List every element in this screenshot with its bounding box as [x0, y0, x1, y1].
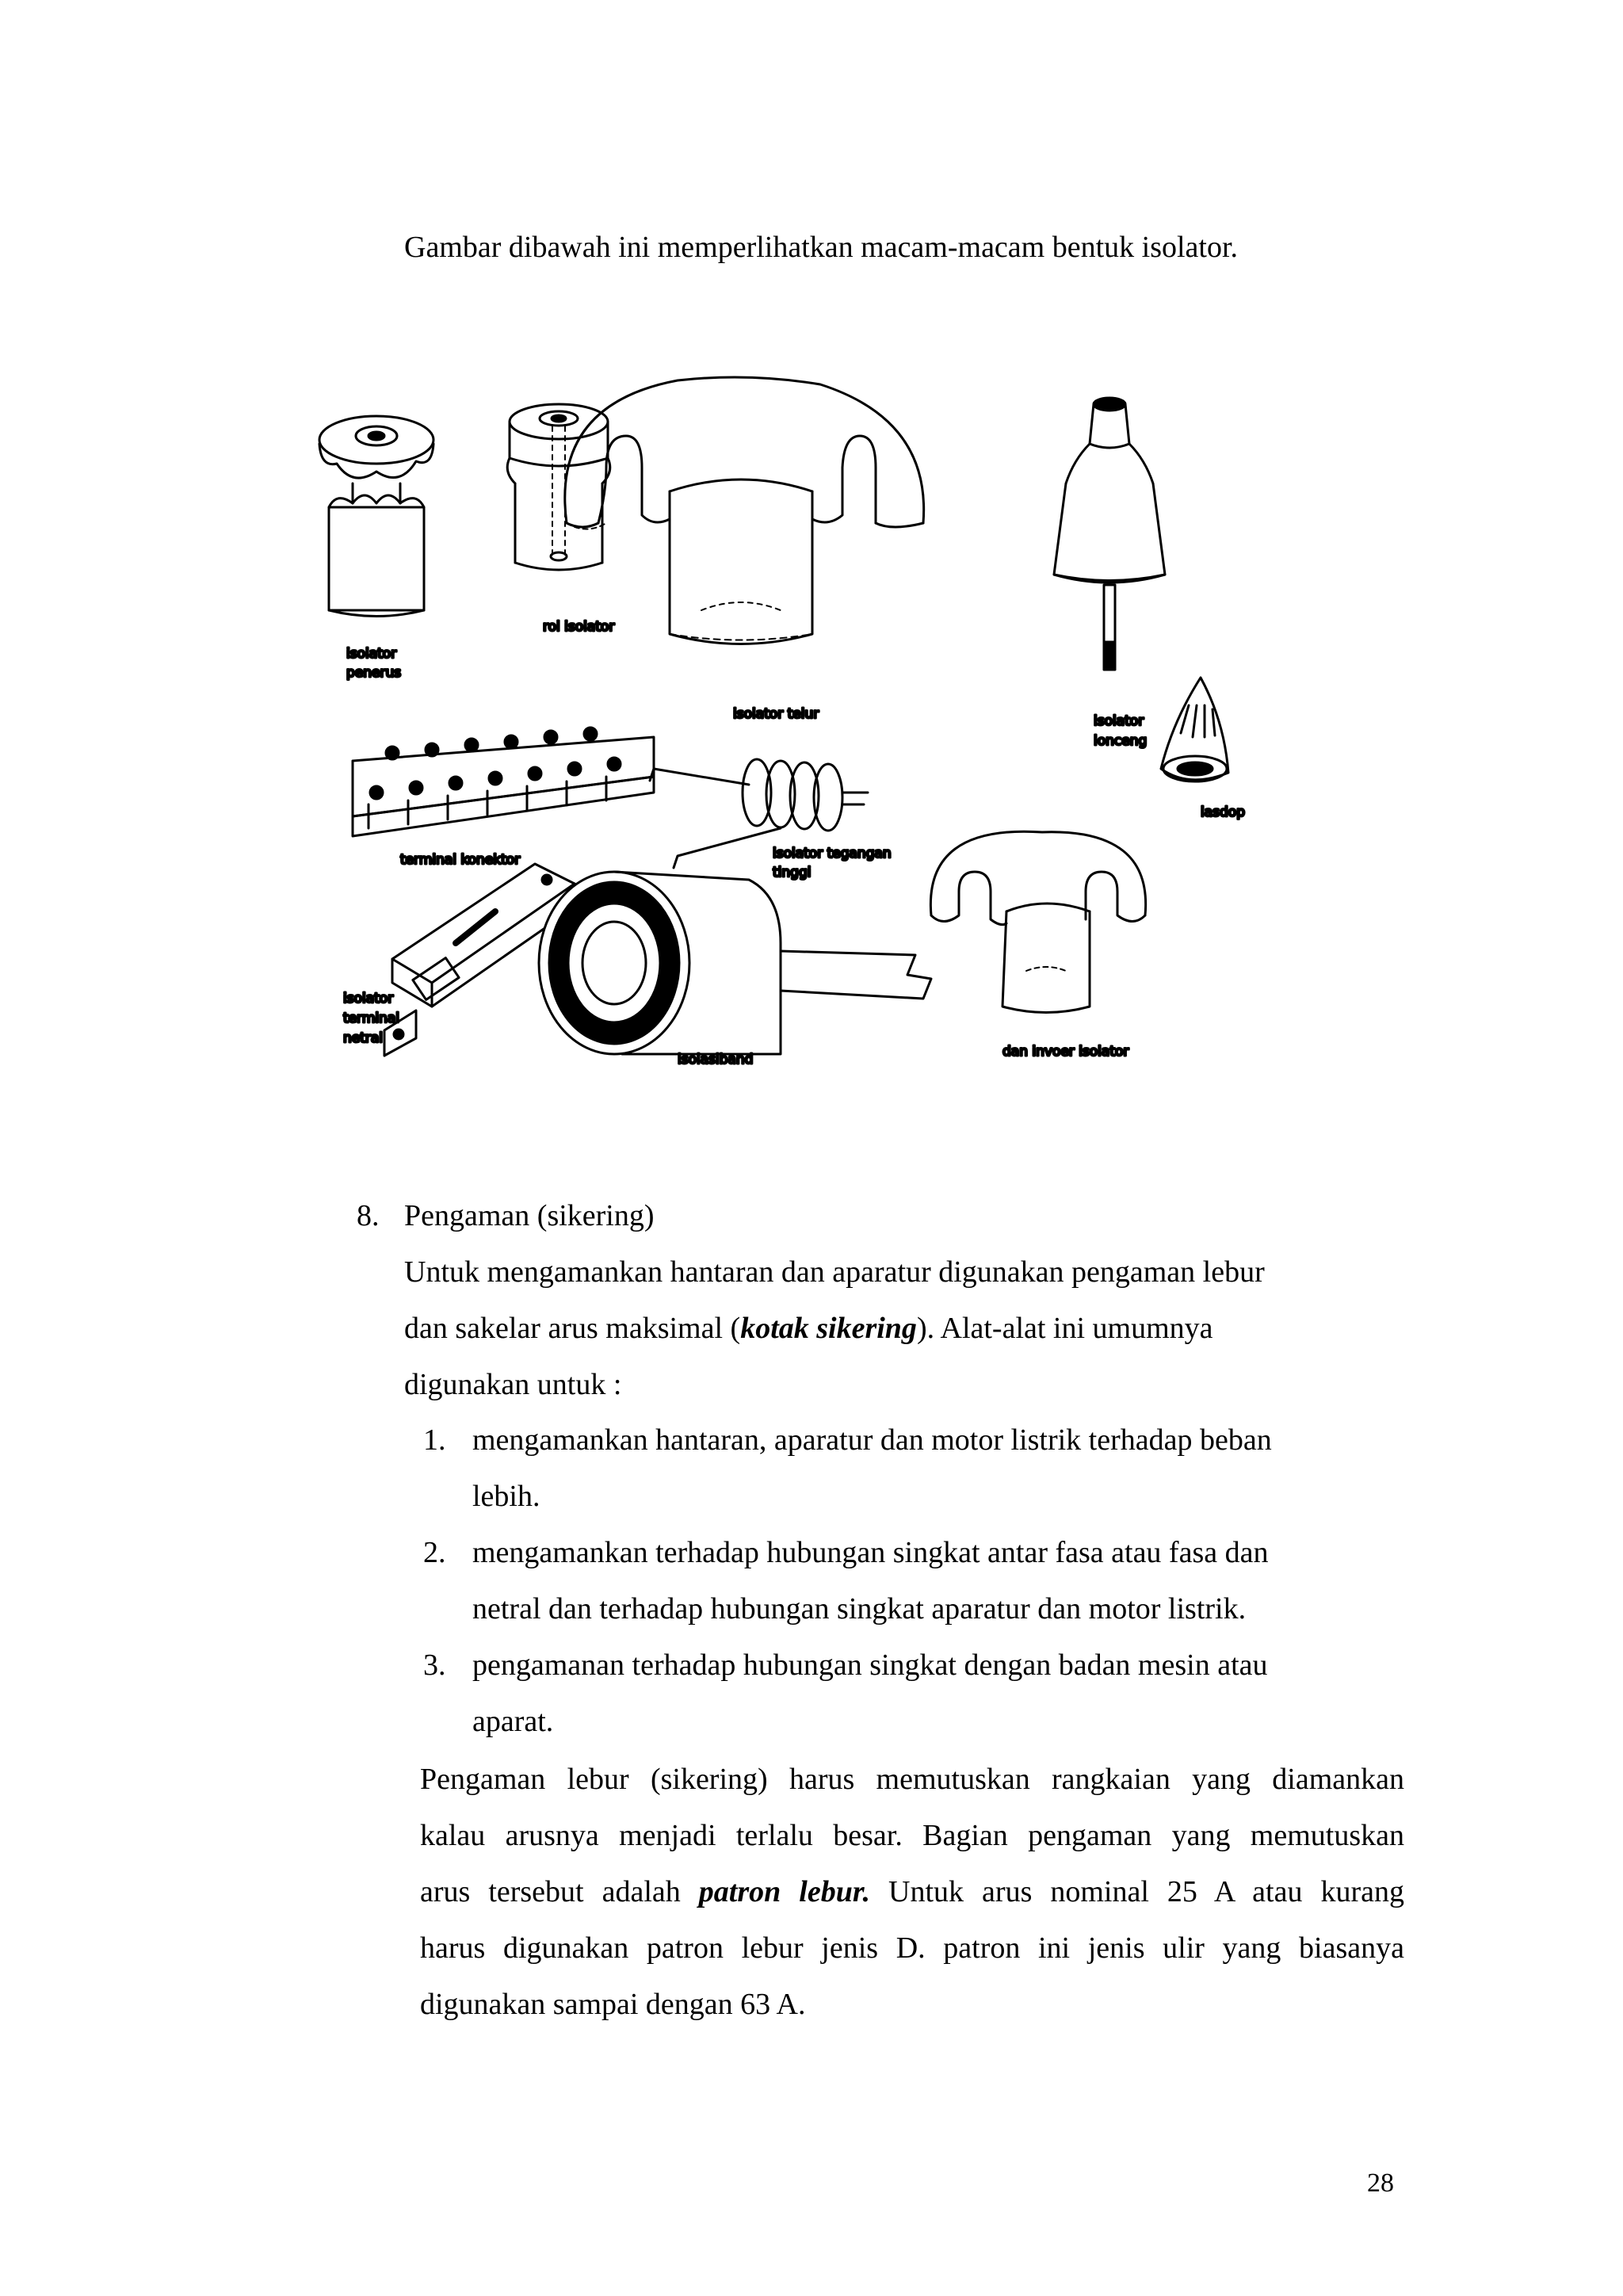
label-isolator-tegangan-tinggi-1: isolator tegangan: [773, 846, 892, 861]
intro-sentence: Gambar dibawah ini memperlihatkan macam-macam bentuk isolator.: [404, 231, 1239, 264]
label-terminal-konektor: terminal konektor: [400, 852, 521, 868]
isolator-figure: [305, 372, 1256, 1149]
list-item-number: 3.: [423, 1648, 446, 1682]
section-number: 8.: [357, 1199, 380, 1232]
label-invoer-isolator: dan invoer isolator: [1002, 1044, 1129, 1060]
section-title: Pengaman (sikering): [404, 1199, 655, 1232]
list-item-continuation: aparat.: [472, 1705, 554, 1738]
paragraph-2-line-2: kalau arusnya menjadi terlalu besar. Bagian pengaman yang memutuskan: [420, 1819, 1404, 1852]
label-lasdop: lasdop: [1201, 804, 1245, 820]
section-paragraph-1: [404, 1244, 1265, 1413]
list-item: [423, 1637, 1268, 1750]
label-isolasiband: isolasiband: [678, 1052, 754, 1068]
list-item-number: 1.: [423, 1423, 446, 1457]
list-item-text: mengamankan hantaran, aparatur dan motor listrik terhadap beban: [472, 1423, 1272, 1457]
label-isolator-lonceng-1: isolator: [1094, 713, 1144, 729]
paragraph-1-line-1: Untuk mengamankan hantaran dan aparatur digunakan pengaman lebur: [404, 1255, 1265, 1289]
section-paragraph-2: [420, 1752, 1404, 2033]
label-isolator-lonceng-2: lonceng: [1094, 733, 1148, 749]
list-item-text: pengamanan terhadap hubungan singkat dengan badan mesin atau: [472, 1648, 1268, 1682]
label-isolator-penerus-1: isolator: [346, 646, 397, 662]
list-item-number: 2.: [423, 1536, 446, 1569]
section-heading: [357, 1198, 655, 1233]
paragraph-2-line-4: harus digunakan patron lebur jenis D. patron ini jenis ulir yang biasanya: [420, 1931, 1404, 1965]
list-item-text: mengamankan terhadap hubungan singkat antar fasa atau fasa dan: [472, 1536, 1269, 1569]
paragraph-2-line-3: arus tersebut adalah patron lebur. Untuk arus nominal 25 A atau kurang: [420, 1875, 1404, 1908]
list-item: [423, 1525, 1268, 1637]
page-number: 28: [1367, 2168, 1394, 2198]
label-isolator-tegangan-tinggi-2: tinggi: [773, 865, 812, 881]
list-item-continuation: lebih.: [472, 1480, 540, 1513]
label-isolator-terminal-netral-3: netral: [343, 1030, 384, 1046]
list-item-continuation: netral dan terhadap hubungan singkat aparatur dan motor listrik.: [472, 1592, 1247, 1626]
label-isolator-terminal-netral-2: terminal: [343, 1010, 400, 1026]
paragraph-2-line-1: Pengaman lebur (sikering) harus memutuskan rangkaian yang diamankan: [420, 1763, 1404, 1796]
list-item: [423, 1412, 1272, 1525]
paragraph-1-line-3: digunakan untuk :: [404, 1368, 622, 1401]
label-isolator-penerus-2: penerus: [346, 665, 402, 681]
label-rol-isolator: rol isolator: [543, 619, 615, 635]
label-isolator-telur: isolator telur: [733, 706, 819, 722]
paragraph-1-line-2: dan sakelar arus maksimal (kotak sikering). Alat-alat ini umumnya: [404, 1312, 1213, 1345]
patron-lebur-emphasis: patron lebur.: [698, 1875, 871, 1908]
label-isolator-terminal-netral-1: isolator: [343, 991, 394, 1007]
paragraph-2-line-5: digunakan sampai dengan 63 A.: [420, 1988, 806, 2021]
kotak-sikering-emphasis: kotak sikering: [740, 1312, 917, 1345]
